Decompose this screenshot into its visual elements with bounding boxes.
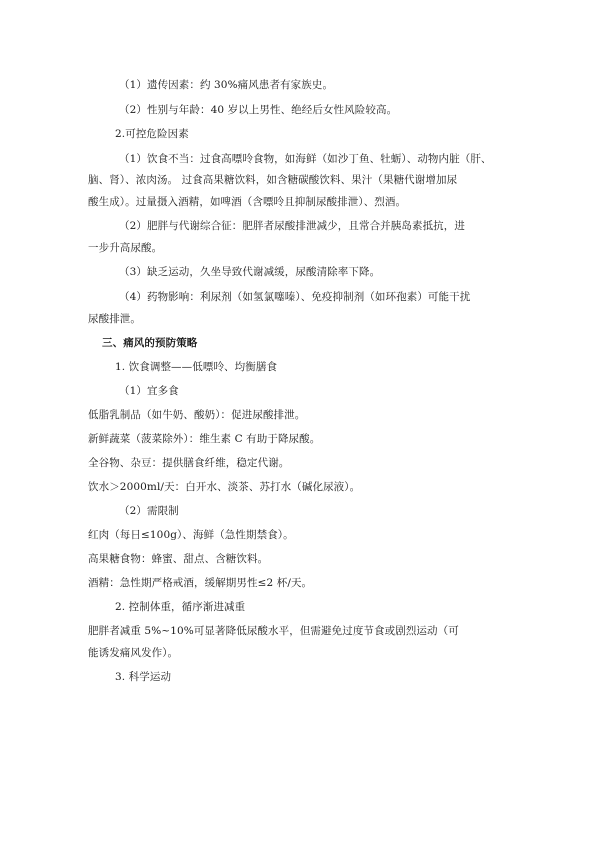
section-heading-prevention: 三、痛风的预防策略 (102, 337, 198, 349)
paragraph-drugs-line-2: 尿酸排泄。 (88, 313, 141, 325)
list-item-red-meat: 红肉（每日≤100g）、海鲜（急性期禁食）。 (88, 529, 294, 541)
subheading-limit: （2）需限制 (119, 505, 179, 517)
list-item-grains: 全谷物、杂豆：提供膳食纤维，稳定代谢。 (88, 457, 290, 469)
subheading-weight-control: 2. 控制体重，循序渐进减重 (115, 601, 246, 613)
list-item-water: 饮水＞2000ml/天：白开水、淡茶、苏打水（碱化尿液）。 (88, 481, 361, 493)
paragraph-exercise-lack: （3）缺乏运动，久坐导致代谢减缓，尿酸清除率下降。 (119, 266, 381, 278)
paragraph-drugs-line-1: （4）药物影响：利尿剂（如氢氯噻嗪）、免疫抑制剂（如环孢素）可能干扰 (119, 291, 471, 303)
paragraph-diet-line-2: 脑、肾）、浓肉汤。 过食高果糖饮料，如含糖碳酸饮料、果汁（果糖代谢增加尿 (88, 174, 458, 186)
paragraph-diet-line-1: （1）饮食不当：过食高嘌呤食物，如海鲜（如沙丁鱼、牡蛎）、动物内脏（肝、 (119, 153, 492, 165)
paragraph-diet-line-3: 酸生成）。过量摄入酒精，如啤酒（含嘌呤且抑制尿酸排泄）、烈酒。 (88, 196, 407, 208)
paragraph-genetic-factor: （1）遗传因素：约 30%痛风患者有家族史。 (119, 79, 334, 91)
list-item-vegetables: 新鲜蔬菜（菠菜除外）：维生素 C 有助于降尿酸。 (88, 433, 321, 445)
list-item-fructose: 高果糖食物：蜂蜜、甜点、含糖饮料。 (88, 553, 269, 565)
paragraph-obesity-line-2: 一步升高尿酸。 (88, 242, 163, 254)
paragraph-obesity-line-1: （2）肥胖与代谢综合征：肥胖者尿酸排泄减少，且常合并胰岛素抵抗，进 (119, 220, 465, 232)
paragraph-weight-line-2: 能诱发痛风发作）。 (88, 647, 179, 659)
subheading-diet-adjustment: 1. 饮食调整——低嘌呤、均衡膳食 (115, 361, 278, 373)
paragraph-weight-line-1: 肥胖者减重 5%~10%可显著降低尿酸水平，但需避免过度节食或剧烈运动（可 (88, 625, 459, 637)
list-item-dairy: 低脂乳制品（如牛奶、酸奶）：促进尿酸排泄。 (88, 409, 306, 421)
paragraph-gender-age: （2）性别与年龄：40 岁以上男性、绝经后女性风险较高。 (119, 104, 398, 116)
list-item-alcohol: 酒精：急性期严格戒酒，缓解期男性≤2 杯/天。 (88, 577, 313, 589)
subheading-exercise: 3. 科学运动 (115, 671, 172, 683)
subheading-eat-more: （1）宜多食 (119, 385, 179, 397)
subheading-controllable-risk: 2.可控危险因素 (115, 128, 189, 140)
